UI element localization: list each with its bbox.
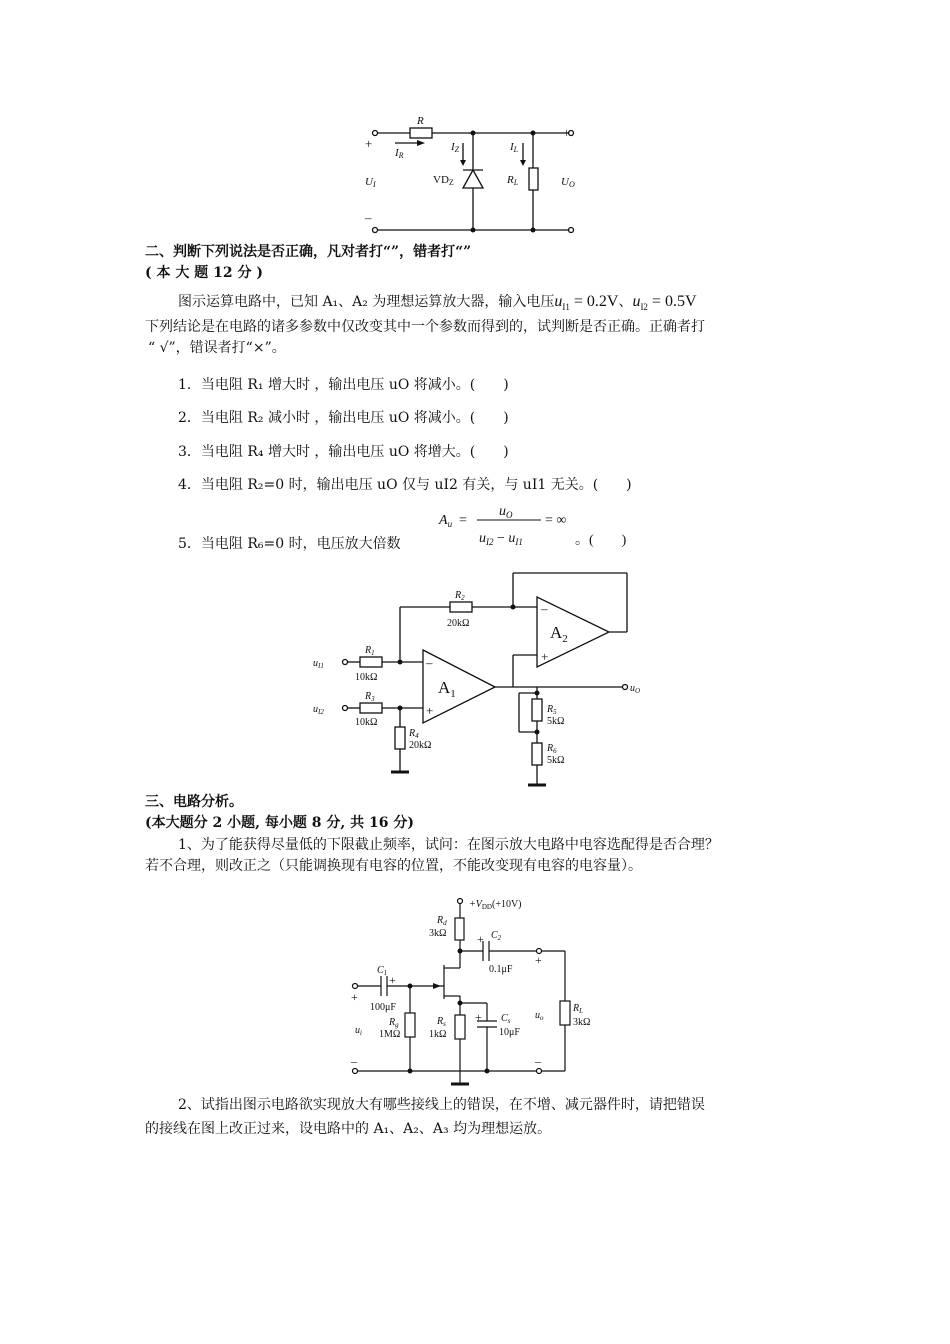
zener-regulator-circuit [355, 108, 595, 238]
svg-text:+: + [535, 953, 542, 967]
svg-text:Rs: $R_s$ [437, 1016, 446, 1028]
svg-text:0.1μF: 0.1μF [489, 964, 513, 975]
judgement-item-3: 3．当电阻 R₄ 增大时 ，输出电压 uO 将增大。( ) [178, 444, 509, 460]
svg-text:5kΩ: 5kΩ [547, 755, 565, 766]
section-2-intro-line3: “ √”，错误者打“×”。 [148, 340, 286, 356]
svg-text:IZ: IZ [451, 141, 460, 154]
svg-text:= ∞: = ∞ [545, 513, 567, 528]
section-2-heading: 二、判断下列说法是否正确，凡对者打“”，错者打“” [145, 244, 472, 260]
svg-text:Au: $A_u$ [439, 513, 453, 529]
svg-text:–: – [426, 655, 433, 670]
svg-text:uO: $u_O$ [499, 504, 513, 520]
svg-text:10kΩ: 10kΩ [355, 717, 378, 728]
svg-text:R1: $R_1$ [365, 645, 375, 657]
svg-text:3kΩ: 3kΩ [429, 928, 447, 939]
svg-text:+: + [426, 703, 434, 718]
svg-text:R6: $R_6$ [547, 743, 557, 755]
svg-text:R2: $R_2$ [455, 590, 465, 602]
svg-text:+: + [477, 932, 484, 946]
svg-text:UI: UI [365, 176, 376, 189]
svg-text:A2: $A_2$ [550, 623, 568, 645]
question-2-line1: 2、试指出图示电路欲实现放大有哪些接线上的错误，在不增、减元器件时，请把错误 [178, 1097, 705, 1113]
svg-text:+: + [563, 125, 571, 140]
svg-text:+: + [351, 990, 358, 1004]
judgement-item-2: 2．当电阻 R₂ 减小时 ，输出电压 uO 将减小。( ) [178, 410, 509, 426]
svg-text:20kΩ: 20kΩ [447, 618, 470, 629]
svg-text:C2: $C_2$ [491, 930, 502, 942]
svg-text:IR: IR [395, 147, 404, 160]
svg-text:–: – [351, 1054, 357, 1068]
svg-text:uI1: $u_{I1}$ [313, 658, 324, 670]
question-2-line2: 的接线在图上改正过来，设电路中的 A₁、A₂、A₃ 均为理想运放。 [145, 1121, 552, 1137]
svg-text:A1: $A_1$ [438, 678, 456, 700]
svg-text:RL: RL [507, 174, 519, 187]
svg-text:uI2: $u_{I2}$ [313, 704, 324, 716]
question-1-line1: 1、为了能获得尽量低的下限截止频率，试问：在图示放大电路中电容选配得是否合理？ [178, 837, 719, 853]
svg-text:C1: $C_1$ [377, 965, 388, 977]
judgement-item-1: 1．当电阻 R₁ 增大时 ，输出电压 uO 将减小。( ) [178, 377, 509, 393]
svg-text:20kΩ: 20kΩ [409, 740, 432, 751]
svg-text:Cs: $C_s$ [501, 1013, 511, 1025]
section-2-intro-line2: 下列结论是在电路的诸多参数中仅改变其中一个参数而得到的，试判断是否正确。正确者打 [145, 319, 705, 335]
svg-text:+: + [475, 1010, 482, 1024]
svg-text:ui: $u_i$ [355, 1025, 362, 1037]
svg-text:1kΩ: 1kΩ [429, 1029, 447, 1040]
judgement-item-4: 4．当电阻 R₂=0 时，输出电压 uO 仅与 uI2 有关，与 uI1 无关。( ) [178, 477, 632, 493]
svg-text:uI2 − uI1: $u_{I2} - u_{I1}$ [479, 531, 523, 547]
section-2-intro: 图示运算电路中，已知 A₁、A₂ 为理想运算放大器，输入电压$u_{I1} = 0.2V$、$u_{I2} = 0.5V$ [178, 293, 697, 313]
svg-text:R3: $R_3$ [365, 691, 375, 703]
svg-text:Rd: $R_d$ [437, 915, 447, 927]
judgement-item-5: 5．当电阻 R₆=0 时，电压放大倍数 [178, 536, 401, 552]
svg-text:UO: UO [561, 176, 575, 189]
svg-text:RL: $R_L$ [573, 1003, 584, 1015]
gain-formula [435, 500, 655, 550]
svg-text:R5: $R_5$ [547, 704, 557, 716]
svg-text:Rg: $R_g$ [389, 1017, 399, 1029]
svg-text:–: – [535, 1054, 541, 1068]
svg-text:10μF: 10μF [499, 1027, 520, 1038]
svg-text:+: + [365, 136, 373, 151]
svg-text:IL: IL [510, 141, 519, 154]
svg-text:5kΩ: 5kΩ [547, 716, 565, 727]
svg-text:100μF: 100μF [370, 1002, 396, 1013]
opamp-circuit [305, 565, 655, 795]
svg-text:+VDD(+10V): $+V_{DD}(+10V)$ [469, 899, 522, 911]
svg-text:VDZ: VDZ [433, 174, 454, 187]
svg-text:3kΩ: 3kΩ [573, 1017, 591, 1028]
resistor-r-label: R [417, 115, 424, 127]
svg-text:uo: $u_o$ [535, 1010, 544, 1022]
section-2-score: ( 本 大 题 12 分 ) [145, 265, 263, 281]
fet-amplifier-circuit [345, 893, 615, 1093]
svg-text:=: = [459, 513, 467, 528]
svg-text:1MΩ: 1MΩ [379, 1029, 401, 1040]
svg-text:。( ): 。( ) [575, 533, 627, 548]
svg-text:–: – [365, 210, 372, 225]
question-1-line2: 若不合理，则改正之（只能调换现有电容的位置，不能改变现有电容的电容量）。 [145, 858, 642, 874]
svg-text:–: – [541, 601, 548, 616]
svg-text:R4: $R_4$ [409, 728, 419, 740]
section-3-score: (本大题分 2 小题, 每小题 8 分, 共 16 分) [145, 815, 414, 831]
svg-text:uO: $u_O$ [630, 683, 641, 695]
svg-text:+: + [389, 973, 396, 987]
svg-text:+: + [541, 649, 549, 664]
svg-text:–: – [563, 221, 570, 236]
section-3-heading: 三、电路分析。 [145, 794, 243, 810]
svg-text:10kΩ: 10kΩ [355, 672, 378, 683]
